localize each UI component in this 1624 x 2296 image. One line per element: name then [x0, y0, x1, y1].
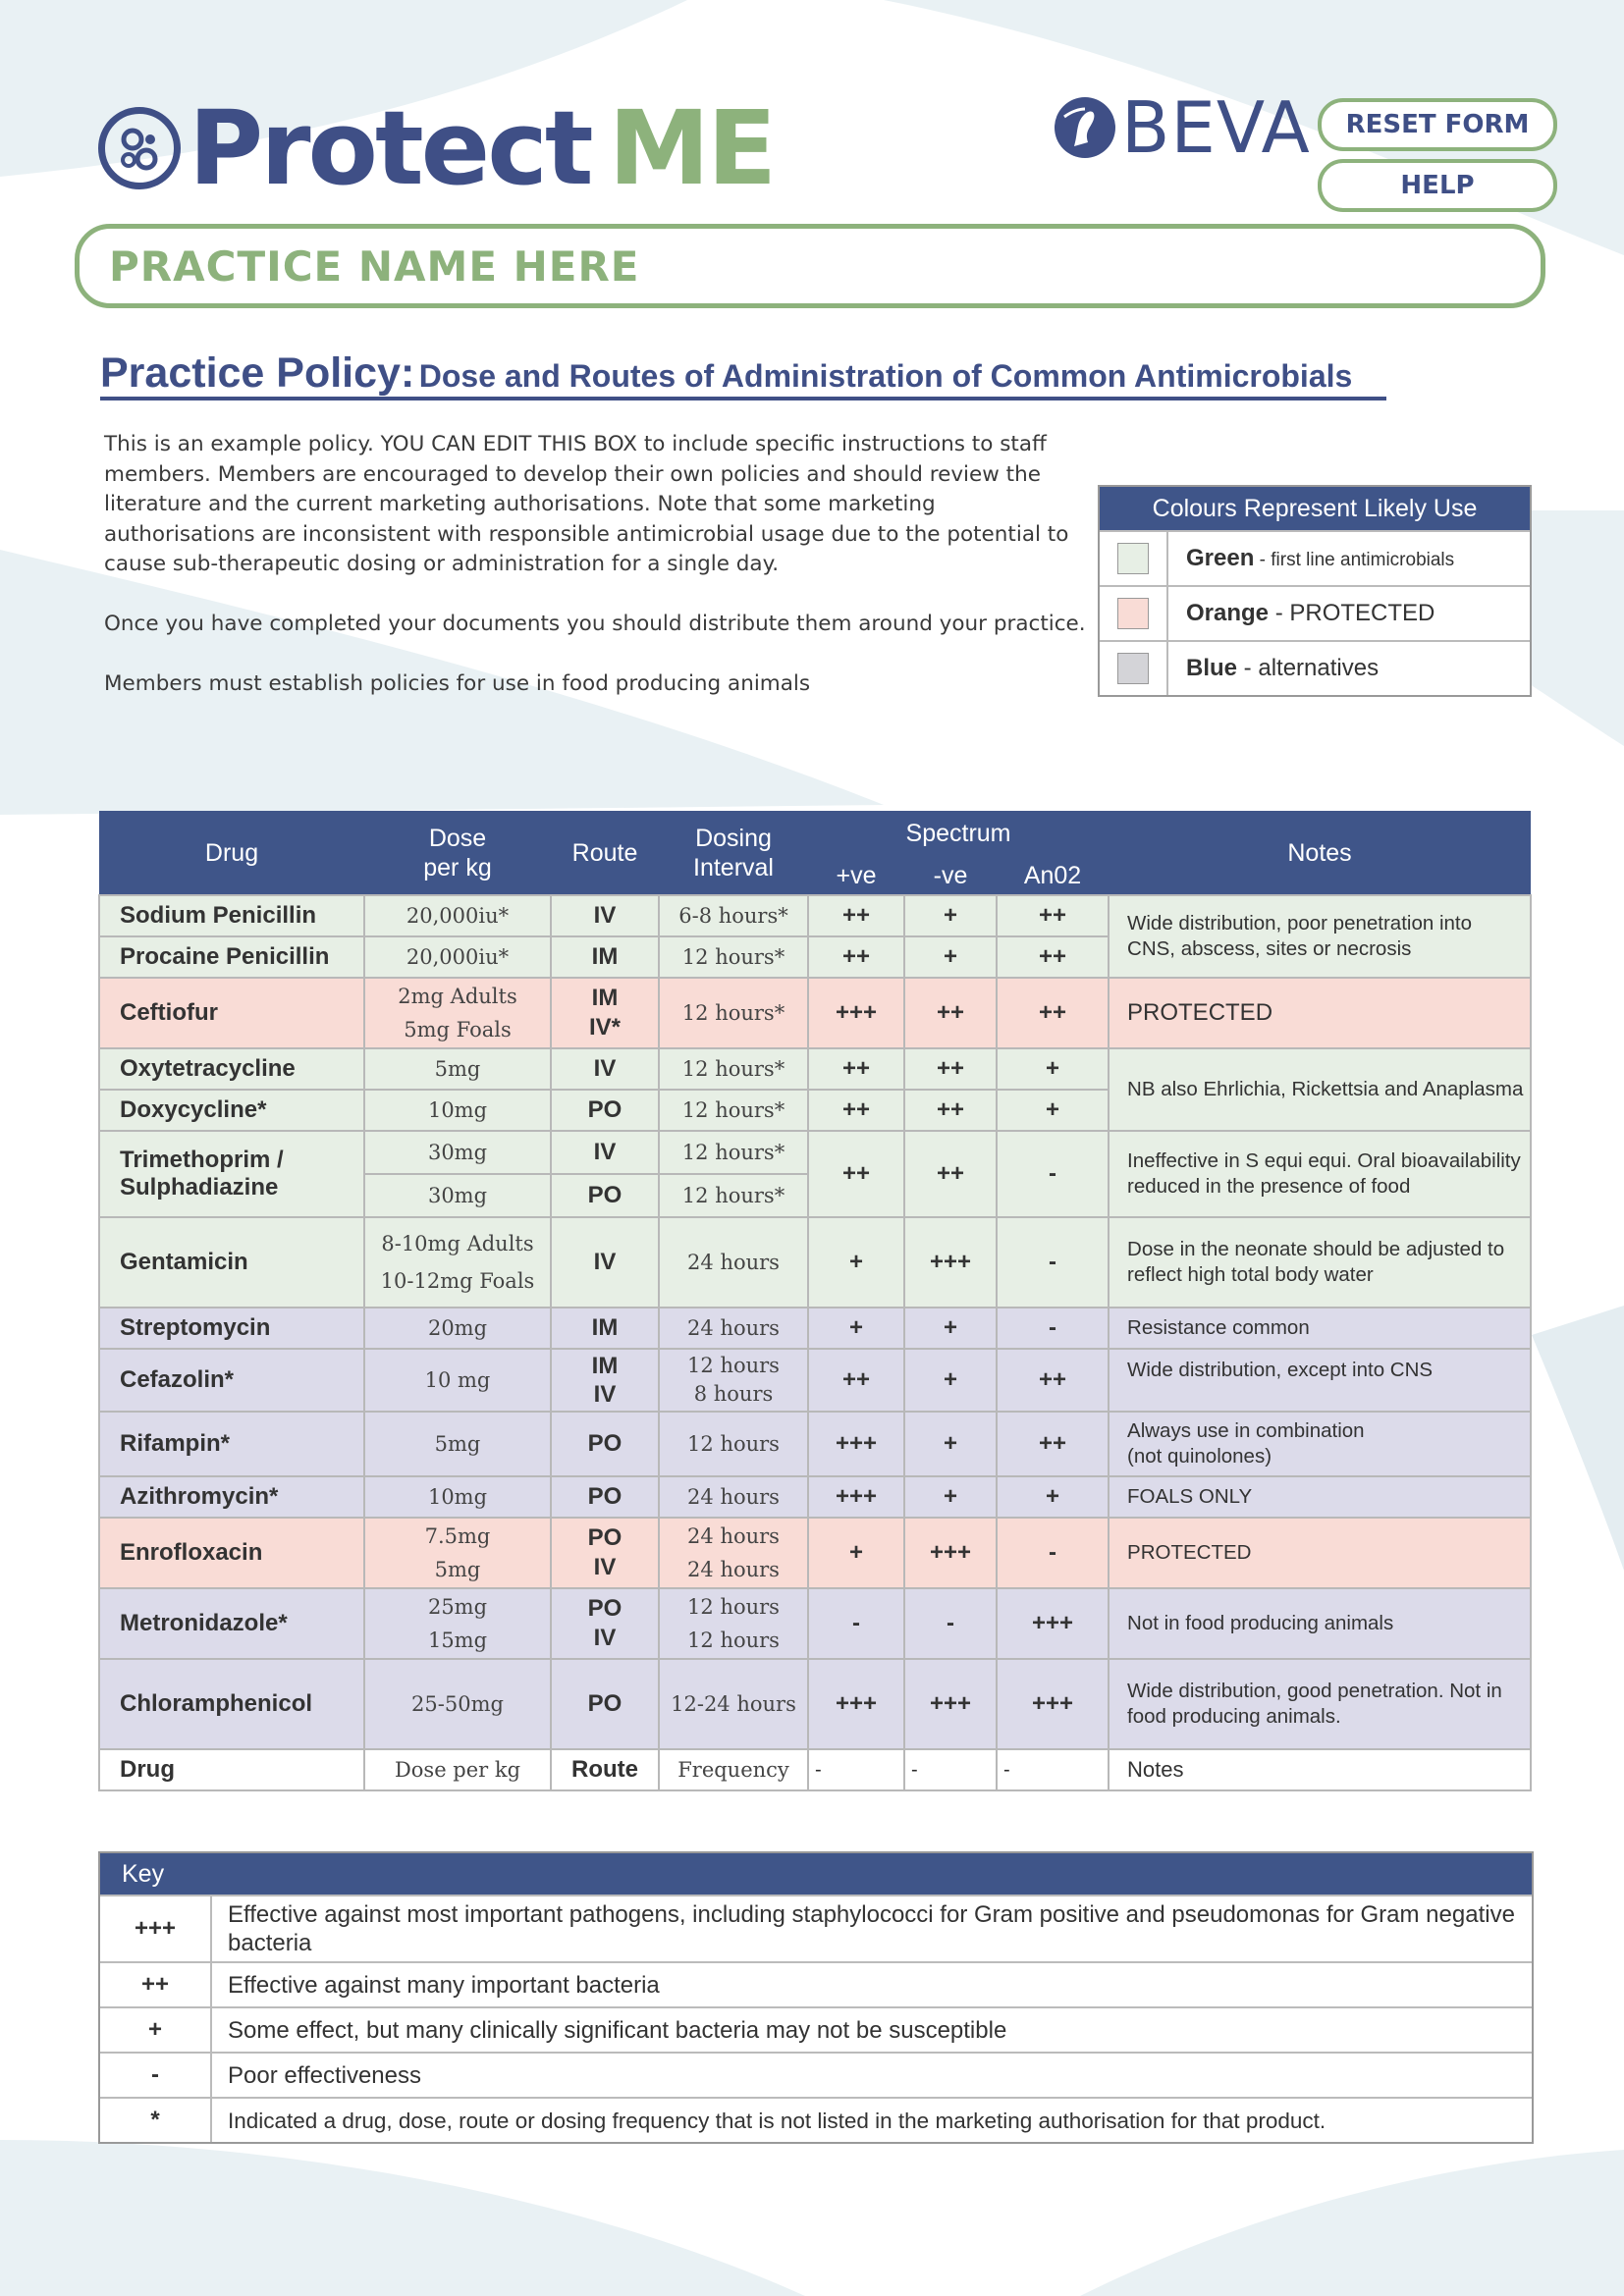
notes-cell[interactable]: Always use in combination (not quinolones): [1109, 1412, 1531, 1476]
header-dose: Dose per kg: [364, 811, 551, 895]
page-title: [100, 349, 1352, 398]
help-button[interactable]: HELP: [1318, 159, 1557, 212]
route-cell[interactable]: PO IV: [551, 1588, 659, 1659]
interval-cell[interactable]: 12 hours*: [659, 936, 808, 978]
dose-cell[interactable]: 20mg: [364, 1308, 551, 1349]
spectrum-positive[interactable]: +++: [808, 1659, 904, 1749]
legend-green-desc: - first line antimicrobials: [1254, 550, 1455, 570]
spectrum-positive[interactable]: ++: [808, 1131, 904, 1217]
interval-cell[interactable]: 24 hours: [659, 1476, 808, 1518]
legend-title: Colours Represent Likely Use: [1100, 487, 1530, 530]
interval-cell[interactable]: 24 hours 24 hours: [659, 1518, 808, 1588]
table-row: [99, 1349, 1531, 1412]
table-row: [99, 1048, 1531, 1090]
drug-name[interactable]: Procaine Penicillin: [99, 936, 364, 978]
notes-cell[interactable]: Wide distribution, except into CNS: [1109, 1349, 1531, 1412]
spectrum-anaerobe[interactable]: ++: [997, 895, 1109, 936]
interval-cell[interactable]: 24 hours: [659, 1308, 808, 1349]
notes-cell[interactable]: FOALS ONLY: [1109, 1476, 1531, 1518]
spectrum-anaerobe[interactable]: ++: [997, 1412, 1109, 1476]
spectrum-positive[interactable]: +: [808, 1217, 904, 1308]
drug-name[interactable]: Enrofloxacin: [99, 1518, 364, 1588]
key-table: [98, 1851, 1534, 2144]
spectrum-positive[interactable]: ++: [808, 1090, 904, 1131]
spectrum-positive[interactable]: +: [808, 1308, 904, 1349]
key-symbol: +: [100, 2008, 212, 2052]
spectrum-positive[interactable]: ++: [808, 1048, 904, 1090]
table-row: [99, 1217, 1531, 1308]
key-symbol: +++: [100, 1896, 212, 1961]
globe-horse-icon: [1055, 97, 1115, 158]
spectrum-negative[interactable]: -: [904, 1588, 997, 1659]
interval-cell[interactable]: 12 hours 8 hours: [659, 1349, 808, 1412]
header-notes: Notes: [1109, 811, 1531, 895]
drug-name[interactable]: Azithromycin*: [99, 1476, 364, 1518]
spectrum-positive[interactable]: +++: [808, 1476, 904, 1518]
drug-name[interactable]: Metronidazole*: [99, 1588, 364, 1659]
route-cell[interactable]: IV: [551, 1131, 659, 1174]
notes-cell[interactable]: Wide distribution, poor penetration into CNS, abscess, sites or necrosis: [1109, 895, 1531, 978]
drug-name[interactable]: Cefazolin*: [99, 1349, 364, 1412]
key-row: [100, 1961, 1532, 2006]
route-cell[interactable]: PO: [551, 1659, 659, 1749]
practice-name-field[interactable]: [75, 224, 1545, 308]
interval-cell[interactable]: 12 hours*: [659, 1048, 808, 1090]
logo-protect-text: Protect: [189, 88, 591, 208]
route-cell[interactable]: IM: [551, 1308, 659, 1349]
spectrum-positive[interactable]: ++: [808, 1349, 904, 1412]
route-cell[interactable]: PO: [551, 1090, 659, 1131]
spectrum-anaerobe[interactable]: -: [997, 1217, 1109, 1308]
dose-cell[interactable]: 25-50mg: [364, 1659, 551, 1749]
spectrum-negative[interactable]: +: [904, 895, 997, 936]
beva-text: BEVA: [1121, 86, 1311, 169]
antimicrobial-table: [98, 811, 1532, 1791]
orange-swatch: [1117, 598, 1149, 629]
spectrum-positive[interactable]: -: [808, 1588, 904, 1659]
interval-cell[interactable]: 12 hours: [659, 1412, 808, 1476]
negative-select[interactable]: -: [904, 1749, 997, 1790]
interval-cell[interactable]: 12 hours*: [659, 1131, 808, 1174]
interval-cell[interactable]: 12 hours*: [659, 1174, 808, 1217]
positive-select[interactable]: -: [808, 1749, 904, 1790]
table-row: [99, 1412, 1531, 1476]
spectrum-positive[interactable]: +++: [808, 978, 904, 1048]
route-cell[interactable]: IV: [551, 1217, 659, 1308]
key-symbol: ++: [100, 1963, 212, 2006]
key-row: [100, 2052, 1532, 2097]
spectrum-anaerobe[interactable]: -: [997, 1308, 1109, 1349]
notes-cell[interactable]: Not in food producing animals: [1109, 1588, 1531, 1659]
key-symbol: -: [100, 2054, 212, 2097]
notes-cell[interactable]: Wide distribution, good penetration. Not in food producing animals.: [1109, 1659, 1531, 1749]
legend-green-name: Green: [1186, 545, 1255, 571]
notes-cell[interactable]: Resistance common: [1109, 1308, 1531, 1349]
interval-cell[interactable]: 12 hours 12 hours: [659, 1588, 808, 1659]
dose-cell[interactable]: 2mg Adults 5mg Foals: [364, 978, 551, 1048]
blue-swatch: [1117, 653, 1149, 684]
drug-name[interactable]: Gentamicin: [99, 1217, 364, 1308]
interval-cell[interactable]: 24 hours: [659, 1217, 808, 1308]
spectrum-negative[interactable]: +: [904, 1349, 997, 1412]
header-interval: Dosing Interval: [659, 811, 808, 895]
route-input[interactable]: Route: [551, 1749, 659, 1790]
legend-orange-desc: - PROTECTED: [1269, 600, 1435, 626]
route-cell[interactable]: IV: [551, 1048, 659, 1090]
dose-cell[interactable]: 7.5mg 5mg: [364, 1518, 551, 1588]
intro-paragraph-2[interactable]: Once you have completed your documents you should distribute them around your practice.: [104, 612, 1086, 636]
notes-cell[interactable]: PROTECTED: [1109, 978, 1531, 1048]
key-description: Some effect, but many clinically significant bacteria may not be susceptible: [228, 2016, 1007, 2044]
interval-cell[interactable]: 12 hours*: [659, 1090, 808, 1131]
table-row: [99, 978, 1531, 1048]
policy-text-box[interactable]: [104, 430, 1090, 729]
key-description: Effective against many important bacteria: [228, 1971, 660, 1999]
spectrum-positive[interactable]: +: [808, 1518, 904, 1588]
route-cell[interactable]: PO: [551, 1174, 659, 1217]
spectrum-negative[interactable]: +++: [904, 1659, 997, 1749]
spectrum-negative[interactable]: ++: [904, 1131, 997, 1217]
notes-cell[interactable]: NB also Ehrlichia, Rickettsia and Anaplasma: [1109, 1048, 1531, 1131]
key-description: Poor effectiveness: [228, 2061, 422, 2089]
spectrum-positive[interactable]: +++: [808, 1412, 904, 1476]
logo-me-text: ME: [608, 88, 775, 208]
key-description: Effective against most important pathogens, including staphylococci for Gram positive and pseudomonas for Gram negative bacteria: [228, 1901, 1515, 1956]
dose-cell[interactable]: 20,000iu*: [364, 936, 551, 978]
dose-cell[interactable]: 10 mg: [364, 1349, 551, 1412]
header-negative: -ve: [904, 856, 997, 895]
header-drug: Drug: [99, 811, 364, 895]
drug-name[interactable]: Streptomycin: [99, 1308, 364, 1349]
table-row: [99, 1588, 1531, 1659]
table-row: [99, 1659, 1531, 1749]
key-row: [100, 1895, 1532, 1961]
key-row: [100, 2006, 1532, 2052]
spectrum-anaerobe[interactable]: +++: [997, 1659, 1109, 1749]
notes-cell[interactable]: Dose in the neonate should be adjusted to reflect high total body water: [1109, 1217, 1531, 1308]
drug-name[interactable]: Trimethoprim / Sulphadiazine: [99, 1131, 364, 1217]
dose-input[interactable]: Dose per kg: [364, 1749, 551, 1790]
spectrum-anaerobe[interactable]: ++: [997, 936, 1109, 978]
table-row: [99, 1308, 1531, 1349]
spectrum-negative[interactable]: ++: [904, 1048, 997, 1090]
drug-input[interactable]: Drug: [99, 1749, 364, 1790]
interval-cell[interactable]: 12 hours*: [659, 978, 808, 1048]
spectrum-anaerobe[interactable]: +++: [997, 1588, 1109, 1659]
legend-item-orange: [1100, 585, 1530, 640]
interval-cell[interactable]: 12-24 hours: [659, 1659, 808, 1749]
dose-cell[interactable]: 10mg: [364, 1090, 551, 1131]
key-description: Indicated a drug, dose, route or dosing frequency that is not listed in the marketing authorisation for that product.: [228, 2108, 1326, 2133]
dose-cell[interactable]: 5mg: [364, 1048, 551, 1090]
drug-name[interactable]: Rifampin*: [99, 1412, 364, 1476]
anaerobe-select[interactable]: -: [997, 1749, 1109, 1790]
title-main: Practice Policy:: [100, 349, 415, 397]
title-sub: Dose and Routes of Administration of Common Antimicrobials: [418, 358, 1353, 394]
reset-form-button[interactable]: RESET FORM: [1318, 98, 1557, 151]
table-row: [99, 895, 1531, 936]
cells-icon: [98, 107, 181, 189]
table-row: [99, 1131, 1531, 1174]
route-cell[interactable]: IM: [551, 936, 659, 978]
key-row: [100, 2097, 1532, 2142]
dose-cell[interactable]: 25mg 15mg: [364, 1588, 551, 1659]
notes-cell[interactable]: Ineffective in S equi equi. Oral bioavailability reduced in the presence of food: [1109, 1131, 1531, 1217]
notes-cell[interactable]: PROTECTED: [1109, 1518, 1531, 1588]
dose-cell[interactable]: 10mg: [364, 1476, 551, 1518]
key-symbol: *: [100, 2099, 212, 2142]
legend-orange-name: Orange: [1186, 600, 1270, 626]
spectrum-negative[interactable]: ++: [904, 978, 997, 1048]
notes-input[interactable]: Notes: [1109, 1749, 1531, 1790]
legend-item-green: [1100, 530, 1530, 585]
dose-cell[interactable]: 5mg: [364, 1412, 551, 1476]
spectrum-positive[interactable]: ++: [808, 936, 904, 978]
legend-blue-name: Blue: [1186, 655, 1238, 681]
spectrum-anaerobe[interactable]: -: [997, 1131, 1109, 1217]
spectrum-negative[interactable]: +: [904, 1476, 997, 1518]
drug-name[interactable]: Sodium Penicillin: [99, 895, 364, 936]
spectrum-positive[interactable]: ++: [808, 895, 904, 936]
spectrum-anaerobe[interactable]: ++: [997, 1349, 1109, 1412]
route-cell[interactable]: IM IV: [551, 1349, 659, 1412]
route-cell[interactable]: PO: [551, 1476, 659, 1518]
header-route: Route: [551, 811, 659, 895]
colour-legend: [1098, 485, 1532, 697]
spectrum-negative[interactable]: +++: [904, 1518, 997, 1588]
table-row: [99, 1476, 1531, 1518]
beva-logo: [1055, 86, 1311, 169]
spectrum-negative[interactable]: +++: [904, 1217, 997, 1308]
header-anaerobe: An02: [997, 856, 1109, 895]
dose-cell[interactable]: 30mg: [364, 1131, 551, 1174]
key-title: Key: [100, 1853, 1532, 1895]
intro-paragraph-3[interactable]: Members must establish policies for use in food producing animals: [104, 671, 811, 696]
header-spectrum: Spectrum: [808, 811, 1109, 856]
interval-cell[interactable]: 6-8 hours*: [659, 895, 808, 936]
spectrum-anaerobe[interactable]: +: [997, 1476, 1109, 1518]
legend-blue-desc: - alternatives: [1237, 655, 1380, 681]
spectrum-anaerobe[interactable]: -: [997, 1518, 1109, 1588]
table-row: [99, 1518, 1531, 1588]
drug-name[interactable]: Ceftiofur: [99, 978, 364, 1048]
spectrum-negative[interactable]: +: [904, 1412, 997, 1476]
frequency-input[interactable]: Frequency: [659, 1749, 808, 1790]
route-cell[interactable]: IM IV*: [551, 978, 659, 1048]
drug-name[interactable]: Oxytetracycline: [99, 1048, 364, 1090]
drug-name[interactable]: Chloramphenicol: [99, 1659, 364, 1749]
practice-name-text[interactable]: PRACTICE NAME HERE: [109, 241, 640, 291]
intro-paragraph-1[interactable]: This is an example policy. YOU CAN EDIT THIS BOX to include specific instructions to staff members. Members are encouraged to develop their own policies and should review the literature and the current marketing authorisations. Note that some marketing authorisations are inconsistent with responsible antimicrobial usage due to the potential to cause sub-therapeutic dosing or administration for a single day.: [104, 432, 1069, 576]
legend-item-blue: [1100, 640, 1530, 695]
spectrum-anaerobe[interactable]: +: [997, 1090, 1109, 1131]
spectrum-anaerobe[interactable]: ++: [997, 978, 1109, 1048]
editable-row: [99, 1749, 1531, 1790]
spectrum-negative[interactable]: +: [904, 936, 997, 978]
spectrum-negative[interactable]: ++: [904, 1090, 997, 1131]
route-cell[interactable]: IV: [551, 895, 659, 936]
dose-cell[interactable]: 20,000iu*: [364, 895, 551, 936]
drug-name[interactable]: Doxycycline*: [99, 1090, 364, 1131]
dose-cell[interactable]: 30mg: [364, 1174, 551, 1217]
spectrum-negative[interactable]: +: [904, 1308, 997, 1349]
dose-cell[interactable]: 8-10mg Adults 10-12mg Foals: [364, 1217, 551, 1308]
spectrum-anaerobe[interactable]: +: [997, 1048, 1109, 1090]
title-underline: [100, 397, 1386, 400]
header-positive: +ve: [808, 856, 904, 895]
route-cell[interactable]: PO: [551, 1412, 659, 1476]
route-cell[interactable]: PO IV: [551, 1518, 659, 1588]
green-swatch: [1117, 543, 1149, 574]
protect-me-logo: [98, 88, 775, 208]
